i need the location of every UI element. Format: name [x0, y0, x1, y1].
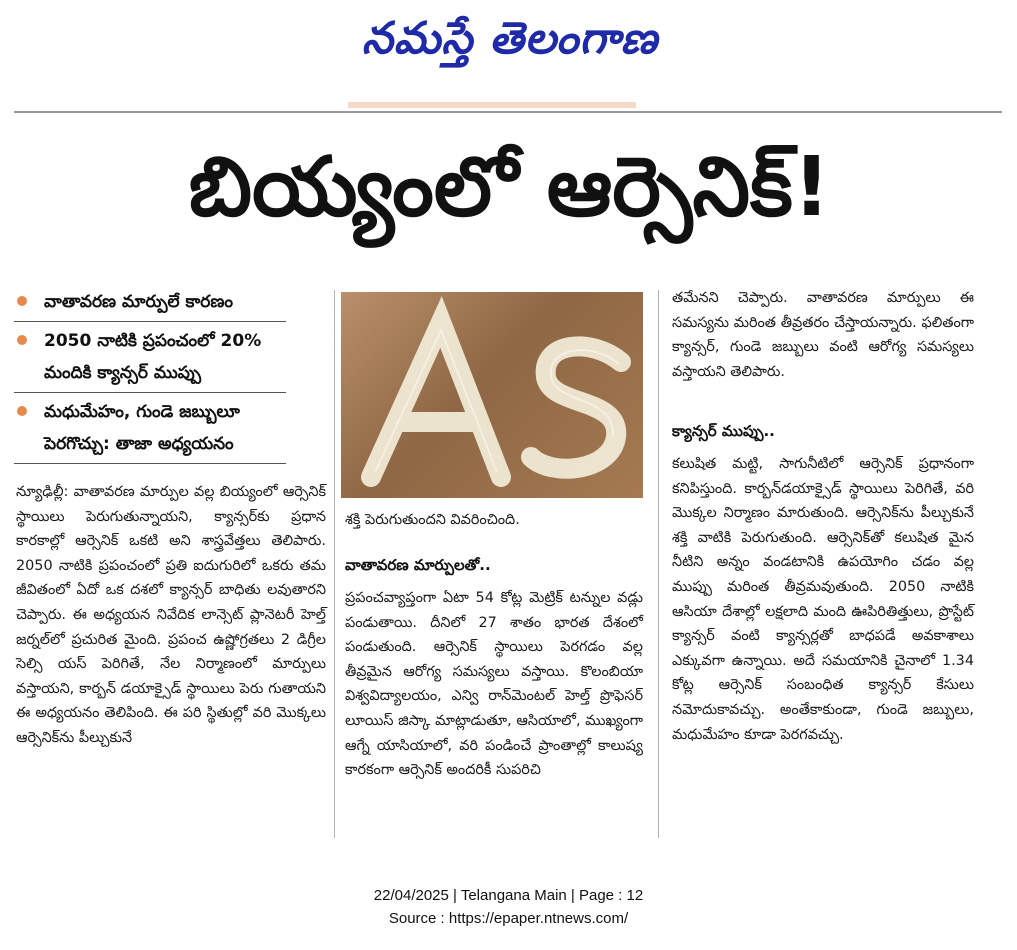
masthead-underline [348, 102, 636, 108]
subhead-climate-change: వాతావరణ మార్పులతో.. [345, 556, 491, 574]
highlight-text: 2050 నాటికి ప్రపంచంలో 20% మందికి క్యాన్సర్ ముప్పు [44, 331, 262, 383]
article-column-1: న్యూఢిల్లీ: వాతావరణ మార్పుల వల్ల బియ్యంలో ఆర్సెనిక్ స్థాయిలు పెరుగుతున్నాయని, క్యాన్సర్‌కు ప్రధాన కారకాల్లో ఆర్సెనిక్ ఒకటి అని శాస్త్రవేత్తలు తెలిపారు. 2050 నాటికి ప్రపంచంలో ప్రతి ఐదుగురిలో ఒకరు తమ జీవితంలో ఏదో ఒక దశలో క్యాన్సర్ బాధితు లవుతారని చెప్పారు. ఈ అధ్యయన నివేదిక లాన్సెట్ ప్లానెటరీ హెల్త్ జర్నల్‌లో ప్రచురిత మైంది. ప్రపంచ ఉష్ణోగ్రతలు 2 డిగ్రీల సెల్సి యస్ పెరిగితే, నేల నిర్మాణంలో మార్పులు వస్తాయని, కార్బన్ డయాక్సైడ్ స్థాయిలు పెరు గుతాయని ఈ అధ్యయనం తెలిపింది. ఈ పరి స్థితుల్లో వరి మొక్కలు ఆర్సెనిక్‌ను పీల్చుకునే [16, 484, 326, 746]
highlights-box [14, 286, 286, 467]
highlight-text: వాతావరణ మార్పులే కారణం [44, 292, 234, 312]
column-divider [334, 290, 335, 838]
article-column-2-lead: శక్తి పెరుగుతుందని వివరించింది. [345, 512, 520, 528]
article-column-2: ప్రపంచవ్యాప్తంగా ఏటా 54 కోట్ల మెట్రిక్ టన్నుల వడ్లు పండుతాయి. దీనిలో 27 శాతం భారత దేశంలో పండుతుంది. ఆర్సెనిక్ స్థాయిలు పెరగడం వల్ల తీవ్రమైన ఆరోగ్య సమస్యలు వస్తాయి. కొలంబియా విశ్వవిద్యాలయం, ఎన్వి రాన్‌మెంటల్ హెల్త్ ప్రొఫెసర్ లూయిస్ జిస్కా మాట్లాడుతూ, ఆసియాలో, ముఖ్యంగా ఆగ్నే యాసియాలో, వరి పండించే ప్రాంతాల్లో కాలుష్య కారకంగా ఆర్సెనిక్ అందరికీ సుపరిచి [345, 590, 643, 779]
footer-date-page: 22/04/2025 | Telangana Main | Page : 12 [373, 887, 644, 904]
footer-source: Source : https://epaper.ntnews.com/ [388, 910, 629, 927]
highlight-text: మధుమేహం, గుండె జబ్బులూ పెరగొచ్చు: తాజా అధ్యయనం [44, 402, 240, 454]
highlight-item [14, 325, 286, 389]
letter-a-stroke [371, 322, 501, 477]
subhead-cancer-risk: క్యాన్సర్ ముప్పు.. [672, 422, 775, 440]
top-divider [14, 111, 1002, 113]
column-divider [658, 290, 659, 838]
article-column-3: కలుషిత మట్టి, సాగునీటిలో ఆర్సెనిక్ ప్రధానంగా కనిపిస్తుంది. కార్బన్‌డయాక్సైడ్ స్థాయిలు పెరిగితే, వరి మొక్కల నిర్మాణం మారుతుంది. ఆర్సెనిక్‌ను పీల్చుకునే శక్తి వాటికి పెరుగుతుంది. ఆర్సెనిక్‌తో కలుషిత మైన నీటిని అన్నం వండటానికి ఉపయోగిం చడం వల్ల ముప్పు మరింత తీవ్రమవుతుంది. 2050 నాటికి ఆసియా దేశాల్లో లక్షలాది మంది ఊపిరితిత్తులు, ప్రొస్టేట్ క్యాన్సర్ వంటి క్యాన్సర్లతో బాధపడే అవకాశాలు ఎక్కువగా ఉన్నాయి. అదే సమయానికి చైనాలో 1.34 కోట్ల ఆర్సెనిక్ సంబంధిత క్యాన్సర్ కేసులు నమోదుకావచ్చు. అంతేకాకుండా, గుండె జబ్బులు, మధుమేహం కూడా పెరగవచ్చు. [672, 456, 974, 743]
bullet-dot-icon [17, 335, 27, 345]
highlight-divider [14, 321, 286, 322]
headline: బియ్యంలో ఆర్సెనిక్! [188, 140, 831, 235]
highlight-item [14, 396, 286, 460]
highlight-item [14, 286, 286, 318]
rice-grains-as-photo [341, 292, 643, 498]
article-column-3-lead: తమేనని చెప్పారు. వాతావరణ మార్పులు ఈ సమస్యను మరింత తీవ్రతరం చేస్తాయన్నారు. ఫలితంగా క్యాన్సర్, గుండె జబ్బులు వంటి ఆరోగ్య సమస్యలు వస్తాయని తెలిపారు. [672, 290, 974, 380]
highlight-divider [14, 463, 286, 464]
bullet-dot-icon [17, 296, 27, 306]
highlight-divider [14, 392, 286, 393]
rice-as-illustration [341, 292, 643, 498]
letter-s-stroke [531, 346, 621, 468]
masthead-logo: నమస్తే తెలంగాణ [361, 13, 659, 64]
bullet-dot-icon [17, 406, 27, 416]
